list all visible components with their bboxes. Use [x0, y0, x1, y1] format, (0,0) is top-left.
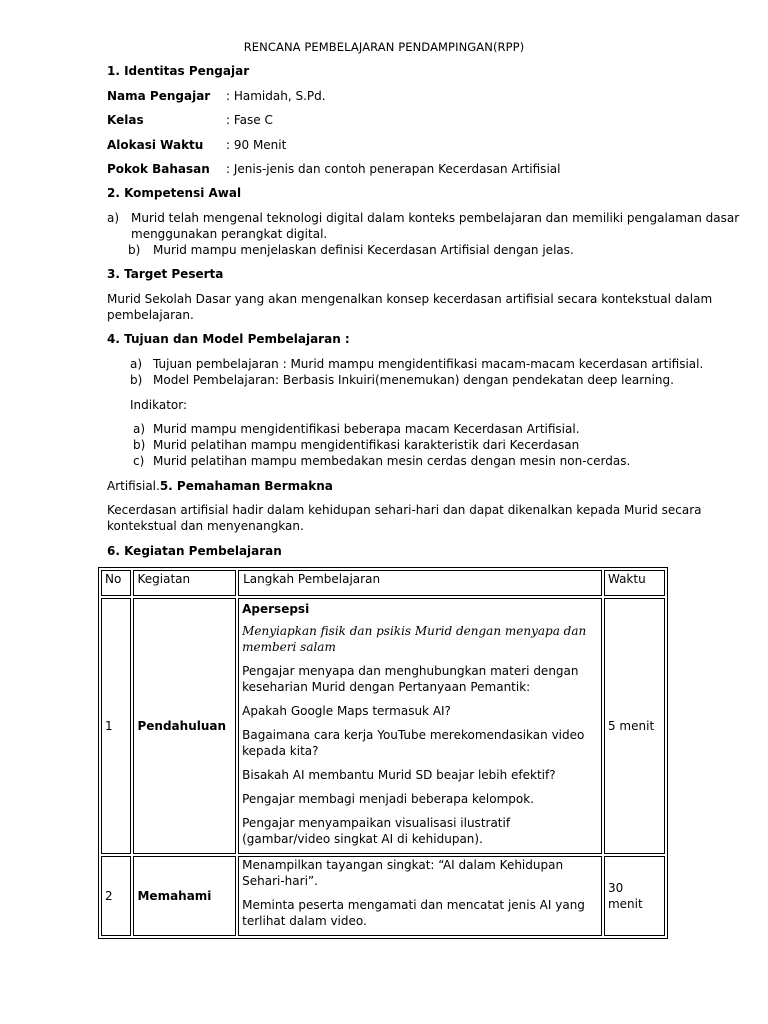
row2-no: 2 — [101, 856, 131, 936]
kompetensi-item-a: Murid telah mengenal teknologi digital dalam konteks pembelajaran dan memiliki pengalaman dasar — [131, 211, 740, 225]
label-pokok-bahasan: Pokok Bahasan — [107, 162, 210, 176]
indikator-item-b: Murid pelatihan mampu mengidentifikasi karakteristik dari Kecerdasan — [153, 438, 580, 452]
row1-step-2: Apakah Google Maps termasuk AI? — [242, 704, 451, 718]
pemahaman-line1: Kecerdasan artifisial hadir dalam kehidupan sehari-hari dan dapat dikenalkan kepada Murid secara — [107, 503, 702, 517]
label-nama-pengajar: Nama Pengajar — [107, 89, 211, 103]
section6-heading: 6. Kegiatan Pembelajaran — [107, 544, 282, 558]
indikator-marker-c: c) — [133, 454, 145, 468]
kompetensi-item-b: Murid mampu menjelaskan definisi Kecerdasan Artifisial dengan jelas. — [153, 243, 574, 257]
row1-step-5: Pengajar membagi menjadi beberapa kelompok. — [242, 792, 535, 806]
section2-heading: 2. Kompetensi Awal — [107, 186, 242, 200]
section1-heading: 1. Identitas Pengajar — [107, 64, 250, 78]
row1-kegiatan: Pendahuluan — [133, 598, 236, 854]
row2-waktu: 30 menit — [604, 856, 665, 936]
tujuan-marker-b: b) — [130, 373, 143, 387]
tujuan-marker-a: a) — [130, 357, 143, 371]
tujuan-item-b: Model Pembelajaran: Berbasis Inkuiri(menemukan) dengan pendekatan deep learning. — [153, 373, 674, 387]
kompetensi-item-a-cont: menggunakan perangkat digital. — [131, 227, 328, 241]
table-header-row — [101, 570, 665, 596]
section5-heading-line — [107, 478, 333, 494]
row1-step-3: Bagaimana cara kerja YouTube merekomendasikan video kepada kita? — [242, 728, 585, 758]
indikator-marker-b: b) — [133, 438, 146, 452]
row1-step-6: Pengajar menyampaikan visualisasi ilustratif (gambar/video singkat AI di kehidupan). — [242, 816, 511, 846]
tujuan-item-a: Tujuan pembelajaran : Murid mampu mengidentifikasi macam-macam kecerdasan artifisial. — [153, 357, 704, 371]
kompetensi-marker-b: b) — [128, 243, 141, 257]
pemahaman-line2: kontekstual dan menyenangkan. — [107, 519, 304, 533]
value-kelas: : Fase C — [226, 113, 273, 127]
section5-prefix: Artifisial. — [107, 479, 160, 493]
table-row — [101, 856, 665, 936]
row1-langkah — [238, 598, 602, 854]
row1-apersepsi: Apersepsi — [242, 602, 310, 616]
target-peserta-line2: pembelajaran. — [107, 308, 194, 322]
header-no: No — [101, 570, 131, 596]
target-peserta-line1: Murid Sekolah Dasar yang akan mengenalkan konsep kecerdasan artifisial secara kontekstual dalam — [107, 292, 713, 306]
row1-italic-step: Menyiapkan fisik dan psikis Murid dengan menyapa dan memberi salam — [242, 624, 587, 654]
value-pokok-bahasan: : Jenis-jenis dan contoh penerapan Kecerdasan Artifisial — [226, 162, 561, 176]
header-kegiatan: Kegiatan — [133, 570, 236, 596]
header-waktu: Waktu — [604, 570, 665, 596]
row2-step-1: Menampilkan tayangan singkat: “AI dalam Kehidupan Sehari-hari”. — [242, 858, 564, 888]
label-alokasi-waktu: Alokasi Waktu — [107, 138, 204, 152]
section3-heading: 3. Target Peserta — [107, 267, 224, 281]
kegiatan-table — [98, 567, 668, 939]
header-langkah: Langkah Pembelajaran — [238, 570, 602, 596]
row1-step-1: Pengajar menyapa dan menghubungkan materi dengan keseharian Murid dengan Pertanyaan Pemantik: — [242, 664, 579, 694]
indikator-item-a: Murid mampu mengidentifikasi beberapa macam Kecerdasan Artifisial. — [153, 422, 580, 436]
row1-waktu: 5 menit — [604, 598, 665, 854]
value-alokasi-waktu: : 90 Menit — [226, 138, 287, 152]
table-row — [101, 598, 665, 854]
indikator-marker-a: a) — [133, 422, 146, 436]
section5-heading: 5. Pemahaman Bermakna — [159, 479, 333, 493]
section4-heading: 4. Tujuan dan Model Pembelajaran : — [107, 332, 350, 346]
row2-step-2: Meminta peserta mengamati dan mencatat jenis AI yang terlihat dalam video. — [242, 898, 585, 928]
row1-no: 1 — [101, 598, 131, 854]
indikator-item-c: Murid pelatihan mampu membedakan mesin cerdas dengan mesin non-cerdas. — [153, 454, 631, 468]
row2-langkah — [238, 856, 602, 936]
label-kelas: Kelas — [107, 113, 144, 127]
document-title: RENCANA PEMBELAJARAN PENDAMPINGAN(RPP) — [243, 40, 525, 54]
row2-kegiatan: Memahami — [133, 856, 236, 936]
row1-step-4: Bisakah AI membantu Murid SD beajar lebih efektif? — [242, 768, 556, 782]
kompetensi-marker-a: a) — [107, 211, 120, 225]
value-nama-pengajar: : Hamidah, S.Pd. — [226, 89, 326, 103]
indikator-label: Indikator: — [130, 398, 187, 412]
